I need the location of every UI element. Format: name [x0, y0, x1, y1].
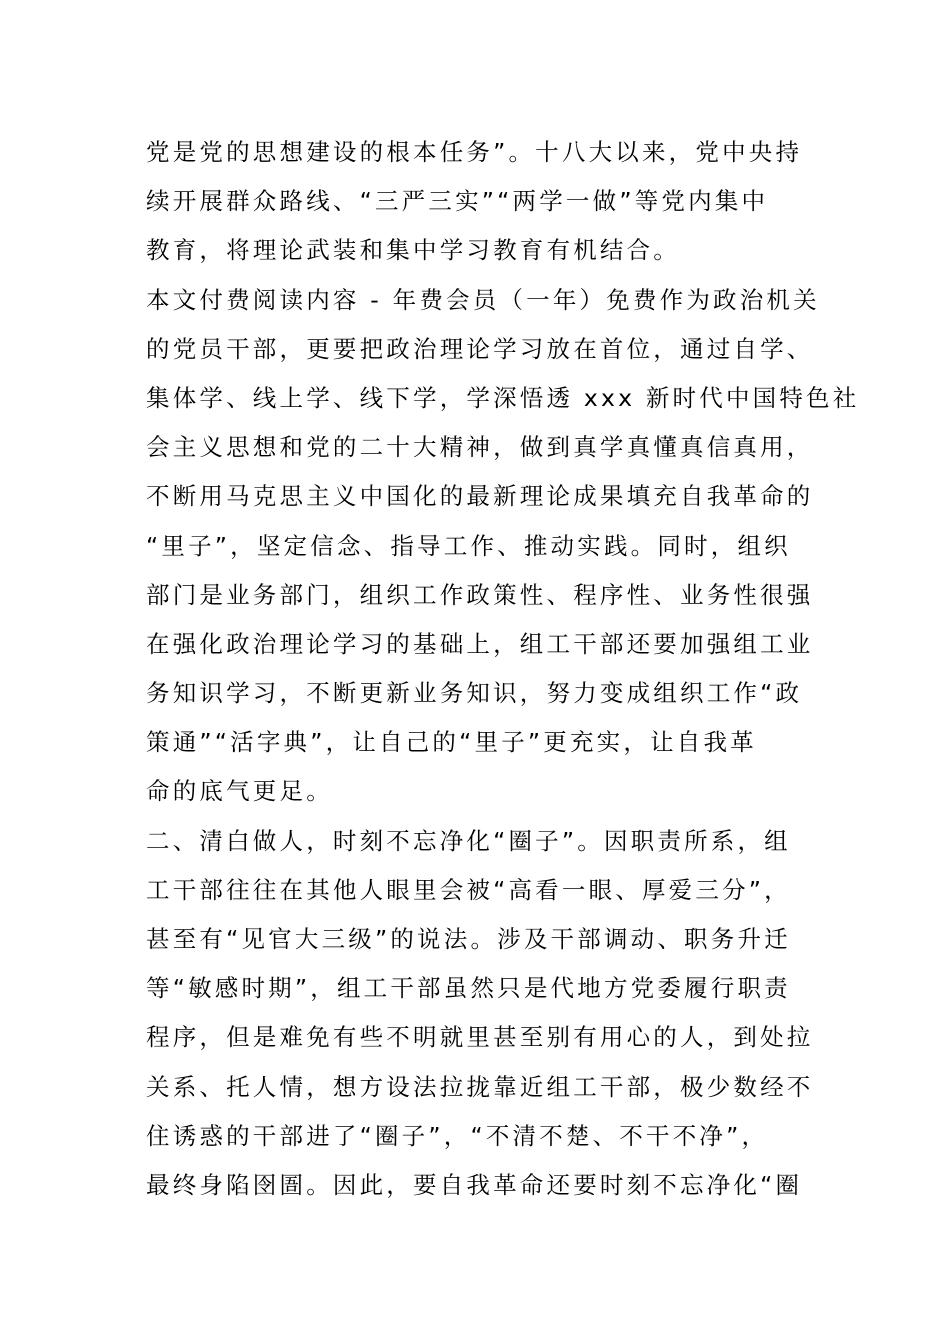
body-text: [146, 128, 860, 1210]
text-line: 集体学、线上学、线下学，学深悟透 xxx 新时代中国特色社: [146, 383, 860, 412]
text-line: 本文付费阅读内容 - 年费会员（一年）免费作为政治机关: [146, 285, 820, 314]
text-line: 在强化政治理论学习的基础上，组工干部还要加强组工业: [146, 629, 814, 658]
text-line: 命的底气更足。: [146, 777, 333, 806]
text-line: 务知识学习，不断更新业务知识，努力变成组织工作“政: [146, 679, 803, 708]
text-line: 不断用马克思主义中国化的最新理论成果填充自我革命的: [146, 482, 814, 511]
text-line: 工干部往往在其他人眼里会被“高看一眼、厚爱三分”，: [146, 875, 791, 904]
text-line: 最终身陷囹圄。因此，要自我革命还要时刻不忘净化“圈: [146, 1170, 803, 1199]
text-line: 甚至有“见官大三级”的说法。涉及干部调动、职务升迁: [146, 925, 791, 953]
text-line: 教育，将理论武装和集中学习教育有机结合。: [146, 236, 680, 265]
text-line: 住诱惑的干部进了“圈子”，“不清不楚、不干不净”，: [146, 1121, 769, 1150]
text-line: 党是党的思想建设的根本任务”。十八大以来，党中央持: [146, 138, 803, 166]
text-line: 策通”“活字典”，让自己的“里子”更充实，让自我革: [146, 728, 757, 757]
text-line: 续开展群众路线、“三严三实”“两学一做”等党内集中: [146, 187, 769, 216]
text-line: 等“敏感时期”，组工干部虽然只是代地方党委履行职责: [146, 974, 791, 1003]
text-line: 关系、托人情，想方设法拉拢靠近组工干部，极少数经不: [146, 1072, 814, 1101]
text-line: 的党员干部，更要把政治理论学习放在首位，通过自学、: [146, 334, 814, 363]
text-line: 会主义思想和党的二十大精神，做到真学真懂真信真用，: [146, 433, 814, 462]
text-line: 部门是业务部门，组织工作政策性、程序性、业务性很强: [146, 580, 814, 609]
text-line: 程序，但是难免有些不明就里甚至别有用心的人，到处拉: [146, 1023, 814, 1052]
text-line: 二、清白做人，时刻不忘净化“圈子”。因职责所系，组: [146, 826, 791, 855]
text-line: “里子”，坚定信念、指导工作、推动实践。同时，组织: [146, 531, 791, 560]
